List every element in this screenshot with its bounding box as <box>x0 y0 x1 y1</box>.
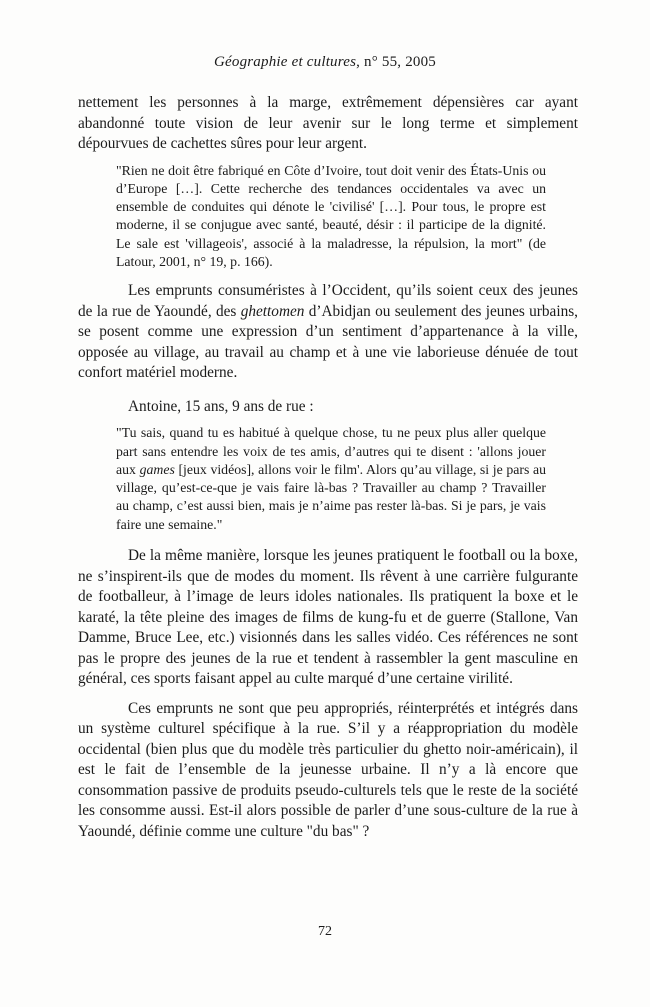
text-run: nettement les personnes à la marge, extrêmement dépensières car ayant abandonné toute vision de leur avenir sur le long terme et simplement dépourvues de cachettes sûres pour leur argent. <box>78 94 578 152</box>
block-quote <box>116 162 546 272</box>
text-run: "Tu sais, quand tu es habitué à quelque chose, tu ne peux plus aller quelque part sans entendre les voix de tes amis, d’autres qui te disent : 'allons jouer aux <box>116 425 546 477</box>
text-run: "Rien ne doit être fabriqué en Côte d’Ivoire, tout doit venir des États-Unis ou d’Europe […]. Cette recherche des tendances occidentales va avec un ensemble de conduites qui dénote le 'civilisé' […]. Pour tous, le propre est moderne, il se conjugue avec santé, beauté, désir : il participe de la dignité. Le sale est 'villageois', associé à la maladresse, la répulsion, la mort" (de Latour, 2001, n° 19, p. 166). <box>116 162 546 269</box>
italic-text-run: games <box>139 461 175 477</box>
page-number: 72 <box>318 924 332 939</box>
text-run: [jeux vidéos], allons voir le film'. Alors qu’au village, si je pars au village, qu’est-ce-que je vais faire là-bas ? Travailler au champ ? Travailler au champ, c’est aussi bien, mais je n’aime pas rester là-bas. Si je pars, je vais faire une semaine." <box>116 461 546 532</box>
text-run: d’Abidjan ou seulement des jeunes urbains, se posent comme une expression d’un sentiment d’appartenance à la ville, opposée au village, au travail au champ et à une vie laborieuse dénuée de tout confort matériel moderne. <box>78 302 579 382</box>
body-paragraph <box>78 546 578 690</box>
text-run: De la même manière, lorsque les jeunes pratiquent le football ou la boxe, ne s’inspirent-ils que de modes du moment. Ils rêvent à une carrière fulgurante de footballeur, à l’image de leurs idoles nationales. Ils pratiquent la boxe et le karaté, la tête pleine des images de films de kung-fu et de guerre (Stallone, Van Damme, Bruce Lee, etc.) visionnés dans les salles vidéo. Ces références ne sont pas le propre des jeunes de la rue et tendent à rassembler la gent masculine en général, ces sports faisant appel au culte marqué d’une certaine virilité. <box>78 547 578 688</box>
text-run: Ces emprunts ne sont que peu appropriés, réinterprétés et intégrés dans un système culturel spécifique à la rue. S’il y a réappropriation du modèle occidental (bien plus que du modèle très particulier du ghetto noir-américain), il est le fait de l’ensemble de la jeunesse urbaine. Il n’y a là encore que consommation passive de produits pseudo-culturels tels que le reste de la société les consomme aussi. Est-il alors possible de parler d’une sous-culture de la rue à Yaoundé, définie comme une culture "du bas" ? <box>78 699 578 840</box>
body-paragraph <box>78 281 578 384</box>
italic-text-run: ghettomen <box>240 302 305 320</box>
page-content <box>78 93 578 842</box>
body-paragraph <box>78 93 578 155</box>
body-paragraph <box>78 397 578 418</box>
italic-text-run: Géographie et cultures <box>213 54 357 70</box>
text-run: Les emprunts consuméristes à l’Occident, qu’ils soient ceux des jeunes de la rue de Yaoundé, des <box>78 282 578 320</box>
block-quote <box>116 424 546 534</box>
text-run: Antoine, 15 ans, 9 ans de rue : <box>128 397 314 415</box>
text-run: , n° 55, 2005 <box>356 54 436 70</box>
journal-header <box>0 54 650 71</box>
body-paragraph <box>78 699 578 843</box>
